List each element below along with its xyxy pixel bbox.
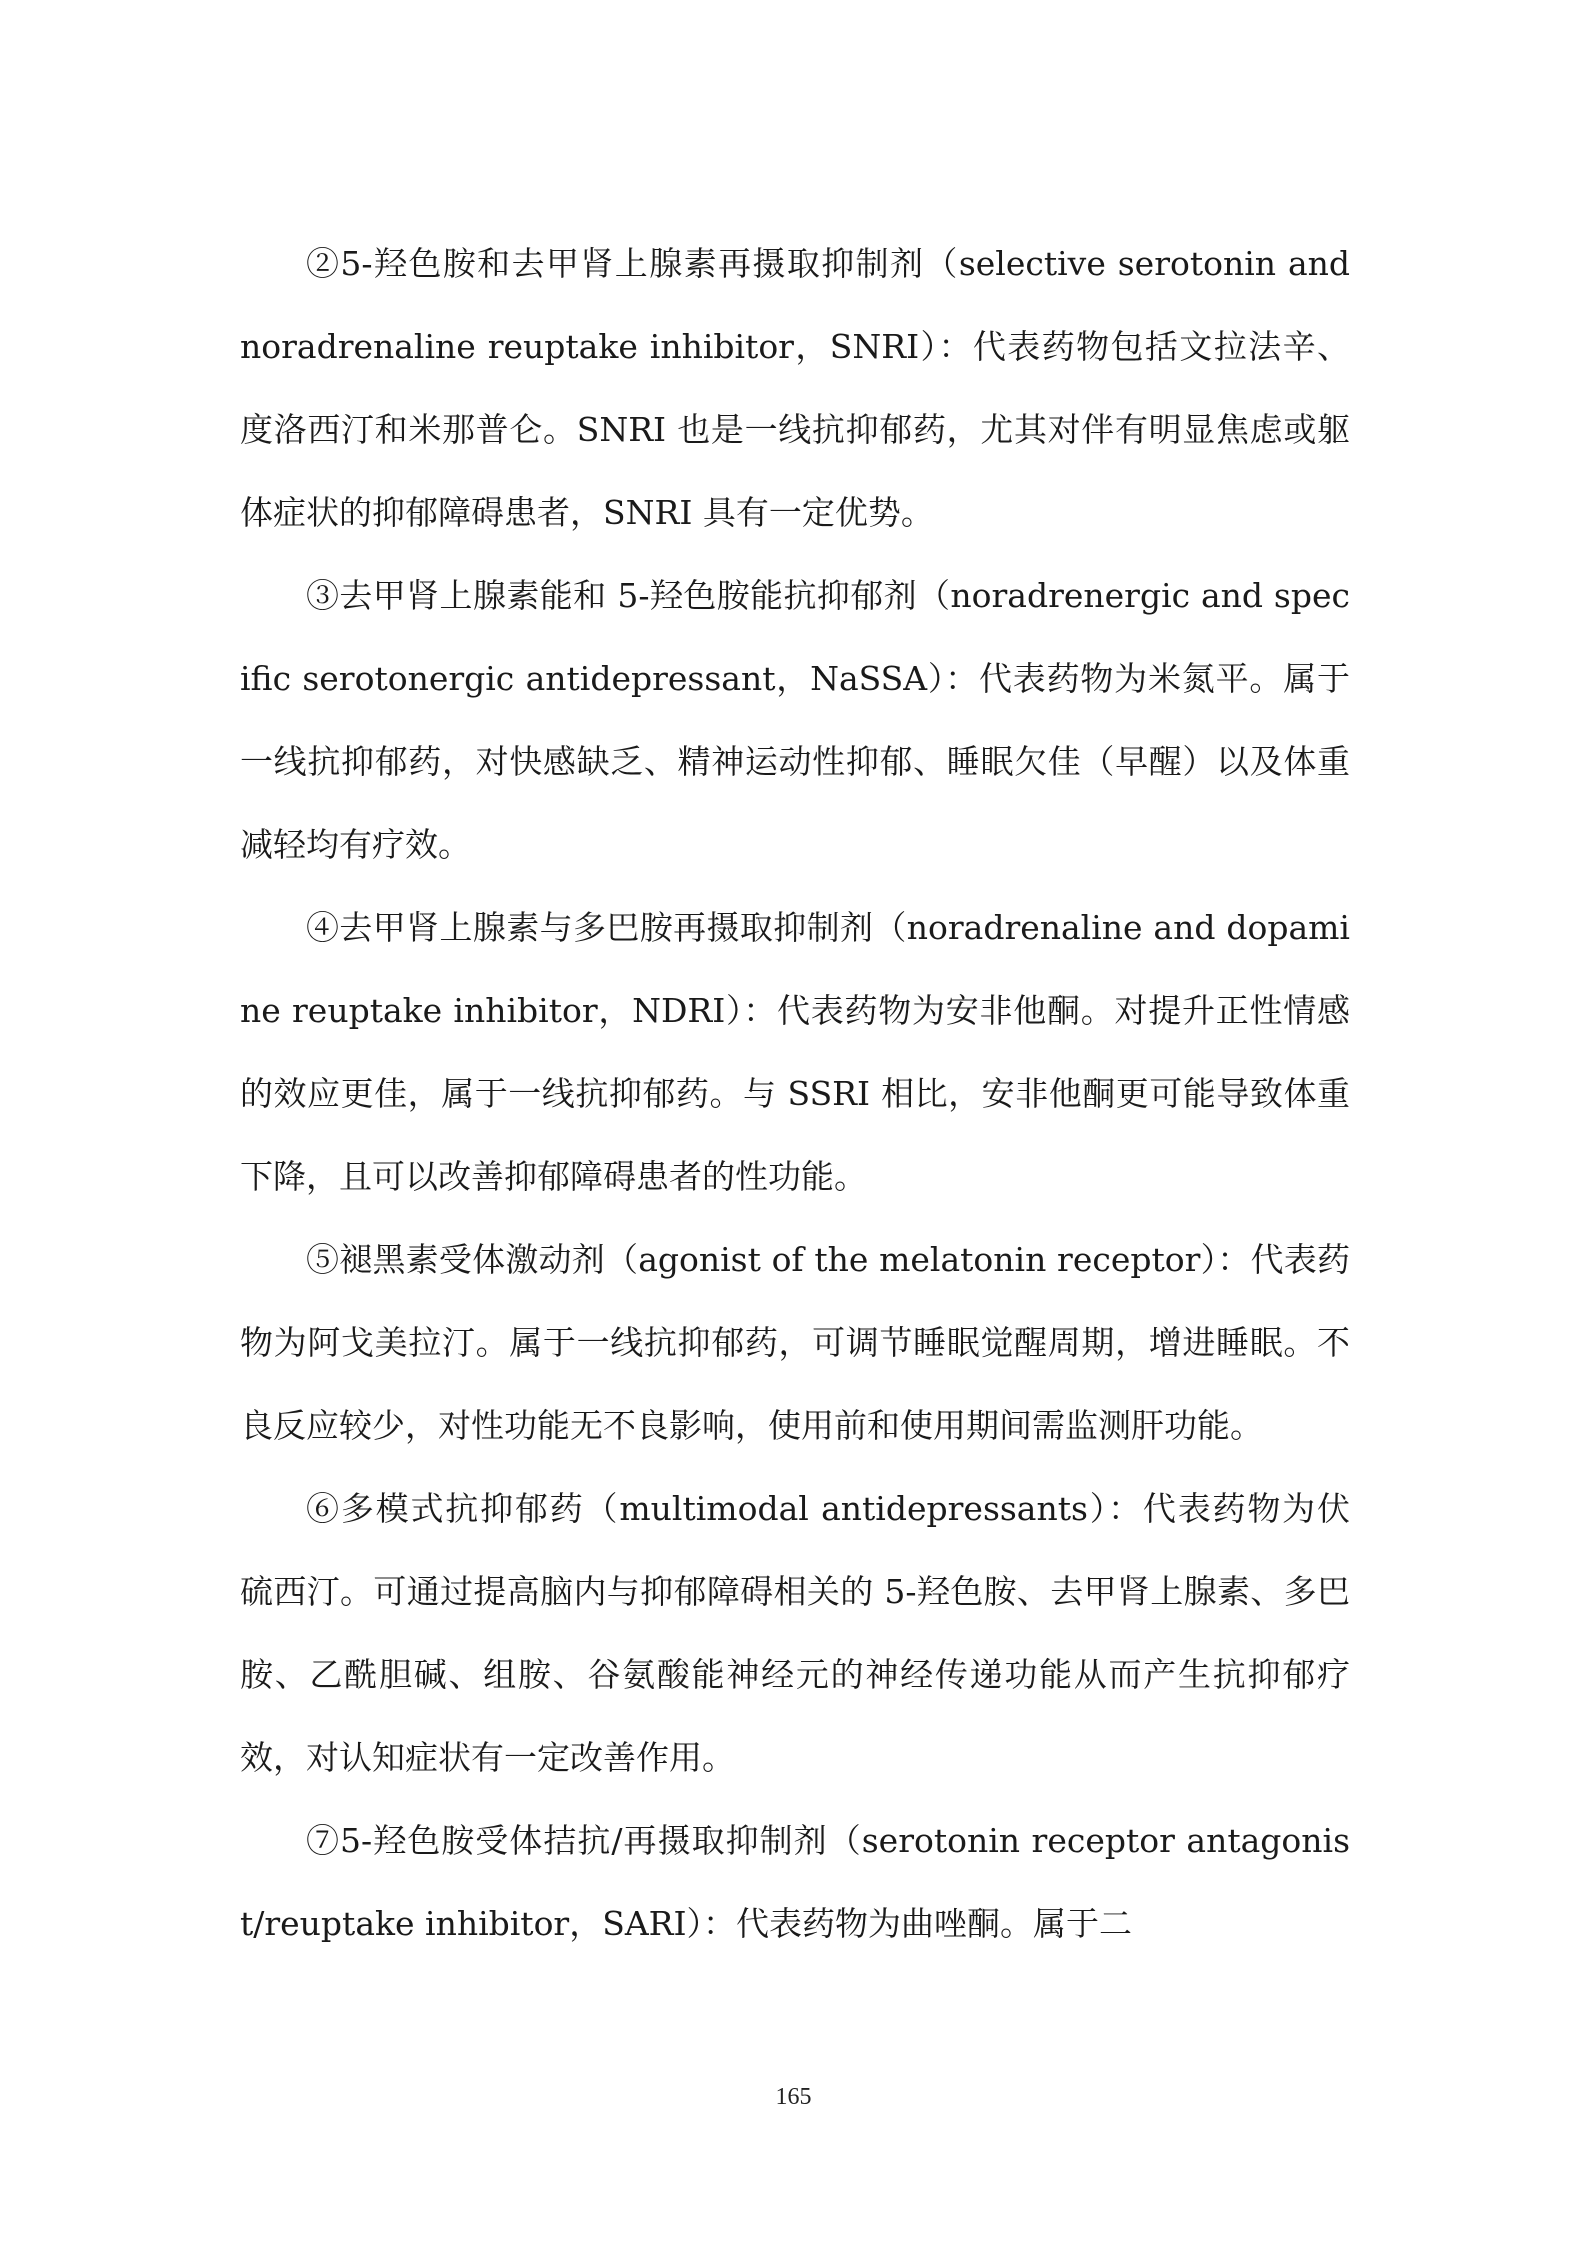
paragraph-nassa: ③去甲肾上腺素能和 5-羟色胺能抗抑郁剂（noradrenergic and specific serotonergic antidepressant，NaSSA）：代表药物为米氮平。属于一线抗抑郁药，对快感缺乏、精神运动性抑郁、睡眠欠佳（早醒）以及体重减轻均有疗效。 [240,576,1350,864]
paragraph-ndri: ④去甲肾上腺素与多巴胺再摄取抑制剂（noradrenaline and dopamine reuptake inhibitor，NDRI）：代表药物为安非他酮。对提升正性情感的效应更佳，属于一线抗抑郁药。与 SSRI 相比，安非他酮更可能导致体重下降，且可以改善抑郁障碍患者的性功能。 [240,908,1350,1196]
paragraph-melatonin-agonist: ⑤褪黑素受体激动剂（agonist of the melatonin receptor）：代表药物为阿戈美拉汀。属于一线抗抑郁药，可调节睡眠觉醒周期，增进睡眠。不良反应较少，对性功能无不良影响，使用前和使用期间需监测肝功能。 [240,1240,1350,1445]
page-number: 165 [775,2084,812,2110]
paragraph-sari: ⑦5-羟色胺受体拮抗/再摄取抑制剂（serotonin receptor antagonist/reuptake inhibitor，SARI）：代表药物为曲唑酮。属于二 [240,1821,1350,1943]
paragraph-multimodal: ⑥多模式抗抑郁药（multimodal antidepressants）：代表药物为伏硫西汀。可通过提高脑内与抑郁障碍相关的 5-羟色胺、去甲肾上腺素、多巴胺、乙酰胆碱、组胺、谷氨酸能神经元的神经传递功能从而产生抗抑郁疗效，对认知症状有一定改善作用。 [240,1489,1350,1777]
body-text [240,222,1350,1965]
paragraph-snri: ②5-羟色胺和去甲肾上腺素再摄取抑制剂（selective serotonin and noradrenaline reuptake inhibitor，SNRI）：代表药物包括文拉法辛、度洛西汀和米那普仑。SNRI 也是一线抗抑郁药，尤其对伴有明显焦虑或躯体症状的抑郁障碍患者，SNRI 具有一定优势。 [240,244,1350,532]
